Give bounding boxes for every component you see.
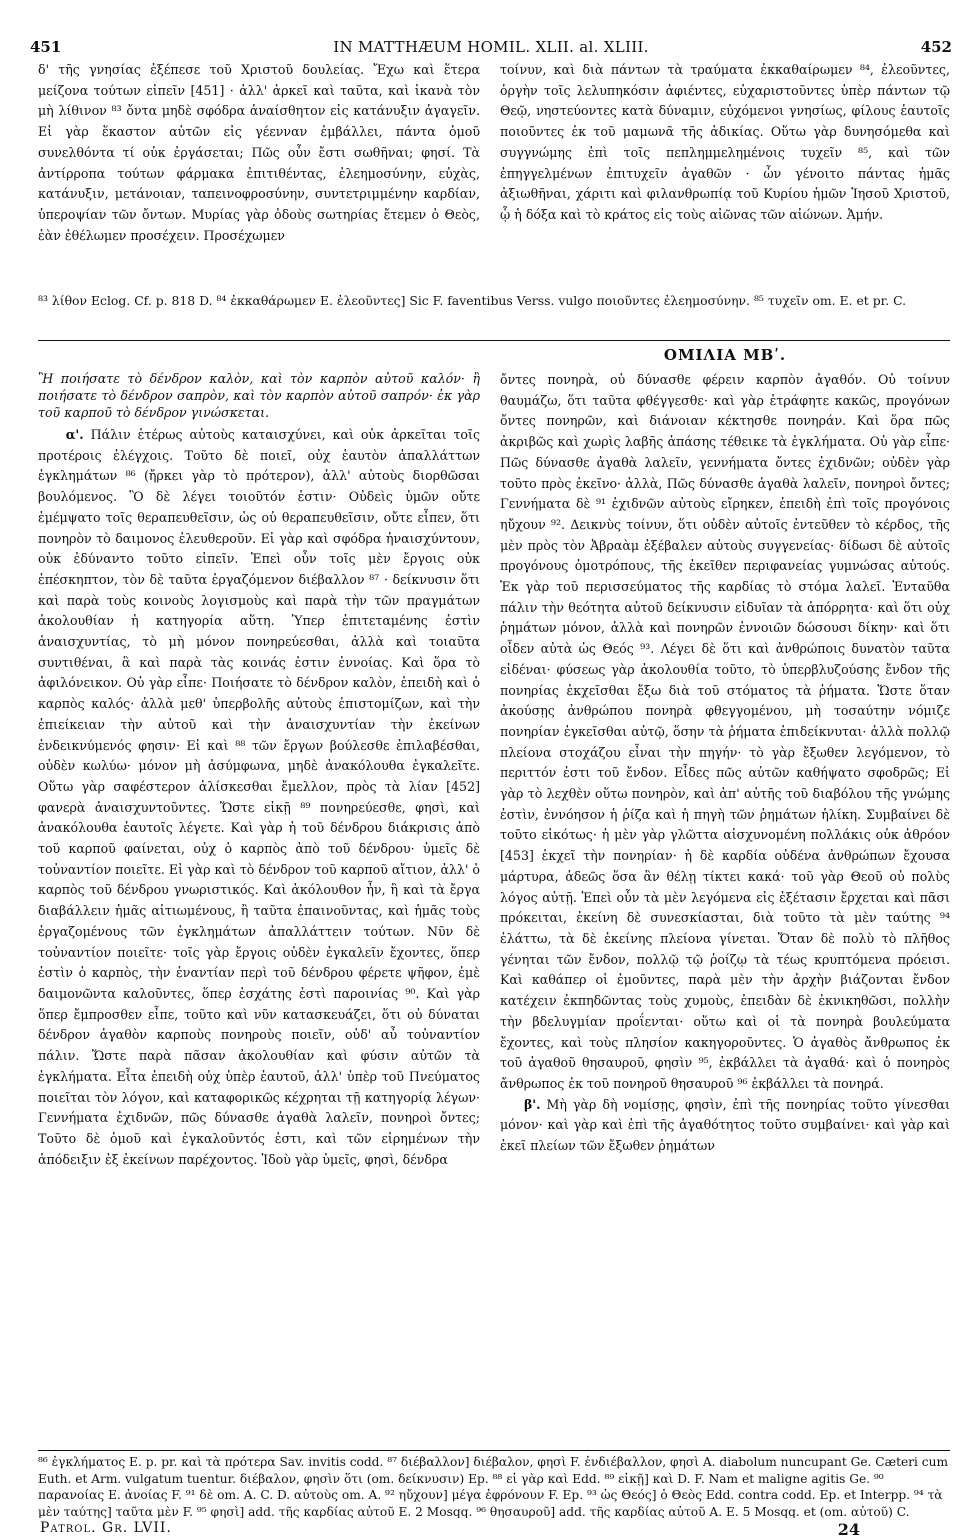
right-body-text-2: Μὴ γὰρ δὴ νομίσῃς, φησὶν, ἐπὶ τῆς πονηρίας τοῦτο γίνεσθαι μόνον· καὶ γὰρ καὶ ἐπὶ τῆς ἀγαθότητος τοῦτο συμβαίνει· καὶ γὰρ καὶ ἐκεῖ πλείων τῶν ἔξωθεν ῥημάτων [500, 1096, 950, 1154]
page-footer [40, 1520, 920, 1540]
main-right-column [500, 370, 950, 1412]
top-left-text: δ' τῆς γνησίας ἐξέπεσε τοῦ Χριστοῦ δουλείας. Ἔχω καὶ ἕτερα μείζονα τούτων εἰπεῖν [451] · ἀλλ' ἀρκεῖ καὶ ταῦτα, καὶ ἱκανὰ τὸν μὴ λίθινον ⁸³ ὄντα μηδὲ σφόδρα ἀναίσθητον εἰς κατάνυξιν ἀγαγεῖν. Εἰ γὰρ ἕκαστον αὐτῶν εἰς γέενναν ἐμβάλλει, πάντα ὁμοῦ συνελθόντα τί οὐκ ἐργάσεται; Πῶς οὖν ἔστι σωθῆναι; φησί. Τὰ ἀντίρροπα τούτων φάρμακα ἐπιτιθέντας, ἐλεημοσύνην, εὐχὰς, κατάνυξιν, μετάνοιαν, ταπεινοφροσύνην, συντετριμμένην καρδίαν, ὑπεροψίαν τῶν ὄντων. Μυρίας γὰρ ὁδοὺς σωτηρίας ἔτεμεν ὁ Θεὸς, ἐὰν ἐθέλωμεν προσέχειν. Προσέχωμεν [38, 62, 480, 243]
signature-mark: 24 [837, 1520, 860, 1539]
running-header [30, 38, 952, 58]
left-page-number: 451 [30, 38, 62, 56]
scripture-lemma: Ἢ ποιήσατε τὸ δένδρον καλὸν, καὶ τὸν καρπὸν αὐτοῦ καλόν· ἢ ποιήσατε τὸ δένδρον σαπρὸν, καὶ τὸν καρπὸν αὐτοῦ σαπρόν· ἐκ γὰρ τοῦ καρποῦ τὸ δένδρον γινώσκεται. [38, 371, 480, 420]
footnote-divider [38, 1450, 950, 1451]
right-page-number: 452 [920, 38, 952, 56]
patrology-volume: Patrol. Gr. LVII. [40, 1520, 172, 1536]
left-body-text: Πάλιν ἑτέρως αὐτοὺς καταισχύνει, καὶ οὐκ ἀρκεῖται τοῖς προτέροις ἐλέγχοις. Τοῦτο δὲ ποιεῖ, οὐχ ἑαυτὸν ἀπαλλάττων ἐγκλημάτων ⁸⁶ (ἤρκει γὰρ τὸ πρότερον), ἀλλ' αὐτοὺς διορθῶσαι βουλόμενος. Ὃ δὲ λέγει τοιοῦτόν ἐστιν· Οὐδεὶς ὑμῶν οὔτε ἐμέμψατο τοῖς θεραπευθεῖσιν, ὡς οὐ θεραπευθεῖσιν, οὔτε εἶπεν, ὅτι πονηρὸν τὸ δαιμονος ἐλευθεροῦν. Εἰ γὰρ καὶ σφόδρα ἠναισχύντουν, οὐκ ἐδύναντο τοῦτο εἰπεῖν. Ἐπεὶ οὖν τοῖς μὲν ἔργοις οὐκ ἐπέσκηπτον, τὸν δὲ ταῦτα ἐργαζόμενον διέβαλλον ⁸⁷ · δείκνυσιν ὅτι καὶ παρὰ τοὺς κοινοὺς λογισμοὺς καὶ παρὰ τὴν τῶν πραγμάτων ἀκολουθίαν ἡ κατηγορία αὕτη. Ὑπερ ἐπιτεταμένης ἐστὶν ἀναισχυντίας, τὸ μὴ μόνον πονηρεύεσθαι, ἀλλὰ καὶ τοιαῦτα συντιθέναι, ἃ καὶ παρὰ τὰς κοινάς ἐστιν ἐννοίας. Καὶ ὅρα τὸ ἀφιλόνεικον. Οὐ γὰρ εἶπε· Ποιήσατε τὸ δένδρον καλὸν, ἐπειδὴ καὶ ὁ καρπὸς καλός· ἀλλὰ μεθ' ὑπερβολῆς αὐτοὺς ἐπιστομίζων, καὶ τὴν ἐπιείκειαν τὴν αὐτοῦ καὶ τὴν ἀναισχυντίαν τὴν ἐκείνων ἐνδεικνύμενός φησιν· Εἰ καὶ ⁸⁸ τῶν ἔργων βούλεσθε ἐπιλαβέσθαι, οὐδὲν κωλύω· μόνον μὴ ἀσύμφωνα, μηδὲ ἀνακόλουθα ἐγκαλεῖτε. Οὕτω γὰρ σαφέστερον ἁλίσκεσθαι ἔμελλον, πρὸς τὰ λίαν [452] φανερὰ ἀναισχυντοῦντες. Ὥστε εἰκῇ ⁸⁹ πονηρεύεσθε, φησὶ, καὶ ἀνακόλουθα ἑαυτοῖς λέγετε. Καὶ γὰρ ἡ τοῦ δένδρου διάκρισις ἀπὸ τοῦ καρποῦ φαίνεται, οὐχ ὁ καρπὸς ἀπὸ τοῦ δένδρου· ὑμεῖς δὲ τοὐναντίον ποιεῖτε. Εἰ γὰρ καὶ τὸ δένδρον τοῦ καρποῦ αἴτιον, ἀλλ' ὁ καρπὸς τοῦ δένδρου γνωριστικός. Καὶ ἀκόλουθον ἦν, ἢ καὶ τὰ ἔργα διαβάλλειν ἡμᾶς αἰτιωμένους, ἢ ταῦτα ἐπαινοῦντας, καὶ ἡμᾶς τοὺς ἐργαζομένους τῶν ἐγκλημάτων ἀπαλλάττειν τούτων. Νῦν δὲ τοὐναντίον ποιεῖτε· τοῖς γὰρ ἔργοις οὐδὲν ἐγκαλεῖν ἔχοντες, ὅπερ ἐστὶν ὁ καρπὸς, τὴν ἐναντίαν περὶ τοῦ δένδρου φέρετε ψῆφον, ἐμὲ δαιμονῶντα καλοῦντες, ὅπερ ἐσχάτης ἐστὶ παροινίας ⁹⁰. Καὶ γὰρ ὅπερ ἔμπροσθεν εἶπε, τοῦτο καὶ νῦν κατασκευάζει, ὅτι οὐ δύναται δένδρον ἀγαθὸν καρποὺς πονηροὺς ποιεῖν, οὐδ' αὖ τοὐναντίον πάλιν. Ὥστε παρὰ πᾶσαν ἀκολουθίαν καὶ φύσιν αὐτῶν τὰ ἐγκλήματα. Εἶτα ἐπειδὴ οὐχ ὑπὲρ ἑαυτοῦ, ἀλλ' ὑπὲρ τοῦ Πνεύματος ποιεῖται τὸν λόγον, καὶ καταφορικῶς κέχρηται τῇ κατηγορίᾳ λέγων· Γεννήματα ἐχιδνῶν, πῶς δύνασθε ἀγαθὰ λαλεῖν, πονηροὶ ὄντες; Τοῦτο δὲ ὁμοῦ καὶ ἐγκαλοῦντός ἐστι, καὶ τῶν εἰρημένων τὴν ἀπόδειξιν ἐξ ἐκείνων παρέχοντος. Ἰδοὺ γὰρ ὑμεῖς, φησὶ, δένδρα [38, 427, 480, 1167]
main-left-column [38, 370, 480, 1412]
running-title: IN MATTHÆUM HOMIL. XLII. al. XLIII. [333, 38, 649, 56]
section-marker-a: α'. [65, 427, 84, 442]
top-footnotes: ⁸³ λίθον Eclog. Cf. p. 818 D. ⁸⁴ ἐκκαθάρωμεν E. ἐλεοῦντες] Sic F. faventibus Verss. vulgo ποιοῦντες ἐλεημοσύνην. ⁸⁵ τυχεῖν om. E. et pr. C. [38, 293, 907, 308]
right-body-text: ὄντες πονηρὰ, οὐ δύνασθε φέρειν καρπὸν ἀγαθόν. Οὐ τοίνυν θαυμάζω, ὅτι ταῦτα φθέγγεσθε· καὶ γὰρ ἐτράφητε κακῶς, προγόνων ὄντες πονηρῶν, καὶ διάνοιαν κέκτησθε πονηράν. Καὶ ὅρα πῶς ἀκριβῶς καὶ χωρὶς λαβῆς ἁπάσης τέθεικε τὰ ἐγκλήματα. Οὐ γὰρ εἶπε· Πῶς δύνασθε ἀγαθὰ λαλεῖν, γεννήματα ὄντες ἐχιδνῶν; οὐδὲν γὰρ τοῦτο πρὸς ἐκεῖνο· ἀλλὰ, Πῶς δύνασθε ἀγαθὰ λαλεῖν, πονηροὶ ὄντες; Γεννήματα δὲ ⁹¹ ἐχιδνῶν αὐτοὺς εἴρηκεν, ἐπειδὴ ἐπὶ τοῖς προγόνοις ηὔχουν ⁹². Δεικνὺς τοίνυν, ὅτι οὐδὲν αὐτοῖς ἐντεῦθεν τὸ κέρδος, τῆς μὲν πρὸς τὸν Ἀβραὰμ ἐξέβαλεν αὐτοὺς συγγενείας· δίδωσι δὲ αὐτοῖς προγόνους ὁμοτρόπους, τῆς ἐκεῖθεν περιφανείας γυμνώσας αὐτούς. Ἐκ γὰρ τοῦ περισσεύματος τῆς καρδίας τὸ στόμα λαλεῖ. Ἐνταῦθα πάλιν τὴν θεότητα αὐτοῦ δείκνυσιν εἰδυῖαν τὰ ἀπόρρητα· καὶ ὅτι οὐχ ῥημάτων μόνον, ἀλλὰ καὶ πονηρῶν ἐννοιῶν δώσουσι δίκην· καὶ ὅτι οἶδεν αὐτὰ ὡς Θεός ⁹³. Λέγει δὲ ὅτι καὶ ἀνθρώποις δυνατὸν ταῦτα εἰδέναι· φύσεως γὰρ ἀκολουθία τοῦτο, τὸ ὑπερβλυζούσης ἔνδον τῆς πονηρίας ἐκχεῖσθαι ἔξω διὰ τοῦ στόματος τὰ ῥήματα. Ὥστε ὅταν ἀκούσῃς ἀνθρώπου πονηρὰ φθεγγομένου, μὴ τοσαύτην νόμιζε πονηρίαν ἐγκεῖσθαι αὐτῷ, ὅσην τὰ ῥήματα ἐπιδείκνυται· ἀλλὰ πολλῷ πλείονα στοχάζου εἶναι τὴν πηγήν· τὸ γὰρ ἔξωθεν λεγόμενον, τὸ περιττόν ἐστι τοῦ ἔνδον. Εἶδες πῶς αὐτῶν καθήψατο σφοδρῶς; Εἰ γὰρ τὸ λεχθὲν οὕτω πονηρὸν, καὶ ἀπ' αὐτῆς τοῦ διαβόλου τῆς γνώμης ἐστὶν, ἐννόησον ἡ ῥίζα καὶ ἡ πηγὴ τῶν ῥημάτων ἡλίκη. Συμβαίνει δὲ τοῦτο εἰκότως· ἡ μὲν γὰρ γλῶττα αἰσχυνομένη πολλάκις οὐκ ἀθρόον [453] ἐκχεῖ τὴν πονηρίαν· ἡ δὲ καρδία οὐδένα ἀνθρώπων ἔχουσα μάρτυρα, ἀδεῶς ὅσα ἂν θέλῃ τίκτει κακά· τοῦ γὰρ Θεοῦ οὐ πολὺς λόγος αὐτῇ. Ἐπεὶ οὖν τὰ μὲν λεγόμενα εἰς ἐξέτασιν ἔρχεται καὶ πᾶσι πρόκειται, ἐκείνη δὲ συνεσκίασται, διὰ τοῦτο τὰ μὲν ταύτης ⁹⁴ ἐλάττω, τὰ δὲ ἐκείνης πλείονα γίνεται. Ὅταν δὲ πολὺ τὸ πλῆθος γένηται τῶν ἔνδον, πολλῷ τῷ ῥοίζῳ τὰ τέως κρυπτόμενα πρόεισι. Καὶ καθάπερ οἱ ἐμοῦντες, παρὰ μὲν τὴν ἀρχὴν βιάζονται ἔνδον κατέχειν ἐκπηδῶντας τοὺς χυμοὺς, ἐπειδὰν δὲ ἐκνικηθῶσι, πολλὴν τὴν βδελυγμίαν προΐενται· οὕτω καὶ οἱ τὰ πονηρὰ βουλεύματα ἔχοντες, καὶ τοὺς πλησίον κακηγοροῦντες. Ὁ ἀγαθὸς ἄνθρωπος ἐκ τοῦ ἀγαθοῦ θησαυροῦ, φησὶν ⁹⁵, ἐκβάλλει τὰ ἀγαθά· καὶ ὁ πονηρὸς ἄνθρωπος ἐκ τοῦ πονηροῦ θησαυροῦ ⁹⁶ ἐκβάλλει τὰ πονηρά. [500, 372, 950, 1091]
top-right-column [500, 60, 950, 302]
top-right-text: τοίνυν, καὶ διὰ πάντων τὰ τραύματα ἐκκαθαίρωμεν ⁸⁴, ἐλεοῦντες, ὀργὴν τοῖς λελυπηκόσιν ἀφιέντες, εὐχαριστοῦντες ὑπὲρ πάντων τῷ Θεῷ, νηστεύοντες κατὰ δύναμιν, εὐχόμενοι γνησίως, φίλους ἑαυτοῖς ποιοῦντες ἐκ τοῦ μαμωνᾶ τῆς ἀδικίας. Οὕτω γὰρ δυνησόμεθα καὶ συγγνώμης ἐπὶ τοῖς πεπλημμελημένοις τυχεῖν ⁸⁵, καὶ τῶν ἐπηγγελμένων ἐπιτυχεῖν ἀγαθῶν · ὧν γένοιτο πάντας ἡμᾶς ἀξιωθῆναι, χάριτι καὶ φιλανθρωπίᾳ τοῦ Κυρίου ἡμῶν Ἰησοῦ Χριστοῦ, ᾧ ἡ δόξα καὶ τὸ κράτος εἰς τοὺς αἰῶνας τῶν αἰώνων. Ἀμήν. [500, 62, 950, 222]
main-footnotes: ⁸⁶ ἐγκλήματος E. p. pr. καὶ τὰ πρότερα Sav. invitis codd. ⁸⁷ διέβαλλον] διέβαλον, φησὶ F. ἐνδιέβαλλον, φησὶ A. diabolum nuncupant Ge. Cæteri cum Euth. et Arm. vulgatum tuentur. διέβαλον, φησὶν ὅτι (om. δείκνυσιν) Ep. ⁸⁸ εἰ γὰρ καὶ Edd. ⁸⁹ εἰκῇ] καὶ D. F. Nam et maligne agitis Ge. ⁹⁰ παρανοίας E. ἀνοίας F. ⁹¹ δὲ om. A. C. D. αὐτοὺς om. A. ⁹² ηὔχουν] μέγα ἐφρόνουν F. Ep. ⁹³ ὡς Θεός] ὁ Θεὸς Edd. contra codd. Ep. et Interpp. ⁹⁴ τὰ μὲν ταύτης] ταῦτα μὲν F. ⁹⁵ φησὶ] add. τῆς καρδίας αὐτοῦ E. 2 Mosqq. ⁹⁶ θησαυροῦ] add. τῆς καρδίας αὐτοῦ A. E. 5 Mosqq. et (om. αὐτοῦ) C. [38, 1455, 949, 1518]
section-divider [38, 340, 950, 341]
top-left-column [38, 60, 480, 302]
right-body-paragraph-2 [500, 1095, 950, 1157]
homily-title: ΟΜΙΛΙΑ ΜΒʹ. [663, 346, 787, 364]
left-body-paragraph [38, 425, 480, 1170]
section-marker-b: β'. [523, 1096, 541, 1112]
